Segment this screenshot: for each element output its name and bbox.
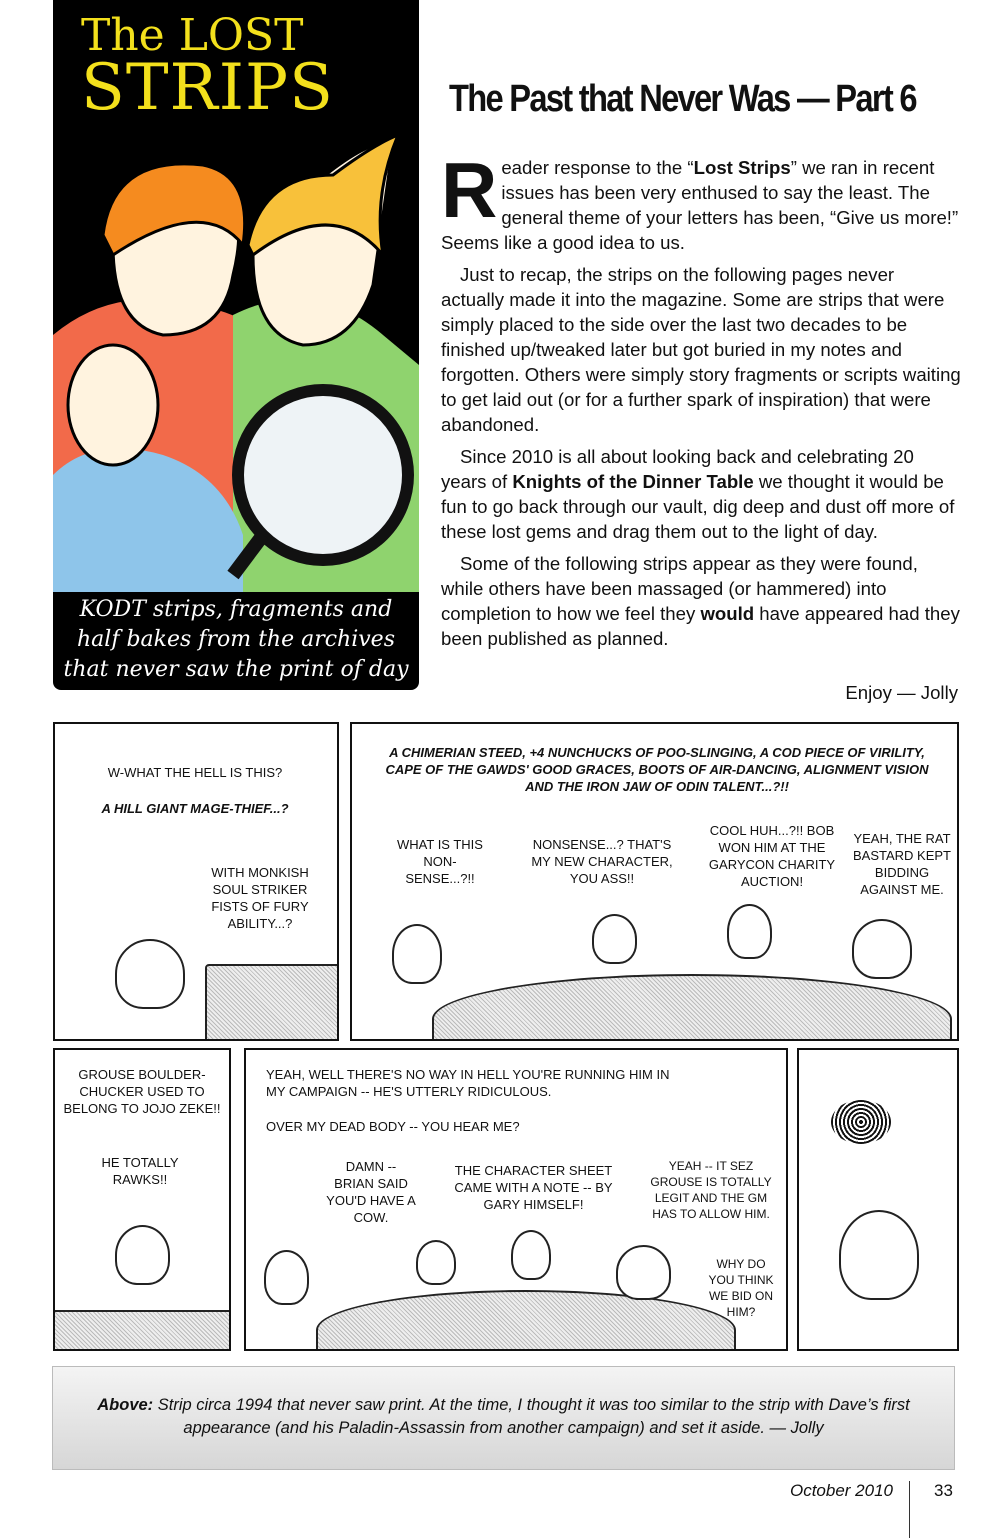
scribble-thought-icon <box>831 1100 891 1144</box>
speech-text: THE CHARACTER SHEET CAME WITH A NOTE -- BY GARY HIMSELF! <box>454 1163 613 1212</box>
speech-text: YEAH, THE RAT BASTARD KEPT BIDDING AGAINST ME. <box>852 831 951 897</box>
article-title: The Past that Never Was — Part 6 <box>449 78 916 120</box>
speech-text: COOL HUH...?!! BOB WON HIM AT THE GARYCON CHARITY AUCTION! <box>708 823 836 889</box>
cover-caption-line: half bakes from the archives <box>77 627 395 652</box>
logo-line-1: The LOST <box>81 10 304 61</box>
speech-text: YEAH, WELL THERE'S NO WAY IN HELL YOU'RE RUNNING HIM IN MY CAMPAIGN -- HE'S UTTERLY RIDICULOUS. <box>266 1067 670 1099</box>
character-figure <box>115 1225 170 1285</box>
character-figure <box>727 904 772 959</box>
speech-text: GROUSE BOULDER-CHUCKER USED TO BELONG TO JOJO ZEKE!! <box>63 1067 221 1116</box>
bold-text: Knights of the Dinner Table <box>512 471 754 492</box>
comic-panel-1 <box>53 722 339 1041</box>
cover-caption-line: KODT strips, fragments and <box>79 597 393 622</box>
page-number: 33 <box>934 1481 953 1500</box>
speech-text: OVER MY DEAD BODY -- YOU HEAR ME? <box>266 1119 520 1134</box>
comic-panel-2 <box>350 722 959 1041</box>
issue-date: October 2010 <box>789 1481 893 1500</box>
character-figure <box>839 1210 919 1300</box>
gaming-table <box>316 1290 736 1351</box>
character-sheet-drawing <box>205 964 339 1041</box>
paragraph <box>441 146 961 255</box>
character-figure <box>115 939 185 1009</box>
paragraph: Just to recap, the strips on the following pages never actually made it into the magazine. Some are strips that were simply placed to the side over the last two decades to be finished up/tweaked later but got buried in my notes and forgotten. Others were simply story fragments or scripts waiting to get laid out (or for a further spark of inspiration) that were abandoned. <box>441 264 961 435</box>
text: Some of the following strips appear as they were found, while others have been massaged (or hammered) into completion to how we feel they <box>441 553 918 624</box>
speech-text: WHAT IS THIS NON-SENSE...?!! <box>397 837 483 886</box>
character-figure <box>264 1250 309 1305</box>
speech-text: WHY DO YOU THINK WE BID ON HIM? <box>708 1257 774 1319</box>
comic-panel-3 <box>53 1048 231 1351</box>
speech-text: DAMN -- BRIAN SAID YOU'D HAVE A COW. <box>326 1159 416 1225</box>
character-figure <box>852 919 912 979</box>
speech-text: A CHIMERIAN STEED, +4 NUNCHUCKS OF POO-SLINGING, A COD PIECE OF VIRILITY, CAPE OF THE GAWDS' GOOD GRACES, BOOTS OF AIR-DANCING, ALIGNMENT VISION AND THE IRON JAW OF ODIN TALENT...?!! <box>385 745 929 794</box>
bold-text: would <box>700 603 755 624</box>
text: we thought it would be fun to go back through our vault, dig deep and dust off more of these lost gems and drag them out to the light of day. <box>441 471 955 542</box>
speech-text: HE TOTALLY RAWKS!! <box>101 1155 179 1187</box>
speech-text: WITH MONKISH SOUL STRIKER FISTS OF FURY ABILITY...? <box>211 865 309 931</box>
gaming-table <box>432 974 952 1041</box>
text: have appeared had they been published as planned. <box>441 603 960 649</box>
footer-divider <box>909 1481 910 1538</box>
drop-cap: R <box>441 146 498 234</box>
paragraph <box>441 551 961 651</box>
cover-caption <box>53 592 419 690</box>
caption-label: Above: <box>97 1396 154 1414</box>
character-figure <box>616 1245 671 1300</box>
speech-text: A HILL GIANT MAGE-THIEF...? <box>101 801 289 816</box>
speech-text: NONSENSE...? THAT'S MY NEW CHARACTER, YOU ASS!! <box>531 837 673 886</box>
table-drawing <box>55 1310 231 1351</box>
text: eader response to the “ <box>501 157 694 178</box>
signoff: Enjoy — Jolly <box>845 682 958 703</box>
speech-text: YEAH -- IT SEZ GROUSE IS TOTALLY LEGIT AND THE GM HAS TO ALLOW HIM. <box>650 1159 772 1221</box>
comic-panel-5 <box>797 1048 959 1351</box>
cover-caption-line: that never saw the print of day <box>63 657 409 682</box>
cover-logo <box>81 10 334 125</box>
character-figure <box>592 914 637 964</box>
text: ” we ran in recent issues has been very enthused to say the least. The general theme of your letters has been, “Give us more!” Seems like a good idea to us. <box>441 157 959 253</box>
character-figure <box>511 1230 551 1280</box>
cover-illustration <box>53 0 419 690</box>
paragraph <box>441 444 961 544</box>
cover-art <box>53 135 419 592</box>
article-body <box>441 146 961 658</box>
caption-text: Strip circa 1994 that never saw print. At the time, I thought it was too similar to the strip with Dave’s first appearance (and his Paladin-Assassin from another campaign) and set it aside. — Jolly <box>153 1396 910 1437</box>
strip-caption <box>52 1366 955 1470</box>
text: Since 2010 is all about looking back and celebrating 20 years of <box>441 446 914 492</box>
bold-text: Lost Strips <box>693 157 791 178</box>
logo-line-2: STRIPS <box>81 51 334 125</box>
character-figure <box>392 924 442 984</box>
comic-panel-4 <box>244 1048 788 1351</box>
character-figure <box>416 1240 456 1285</box>
speech-text: W-WHAT THE HELL IS THIS? <box>107 765 283 780</box>
